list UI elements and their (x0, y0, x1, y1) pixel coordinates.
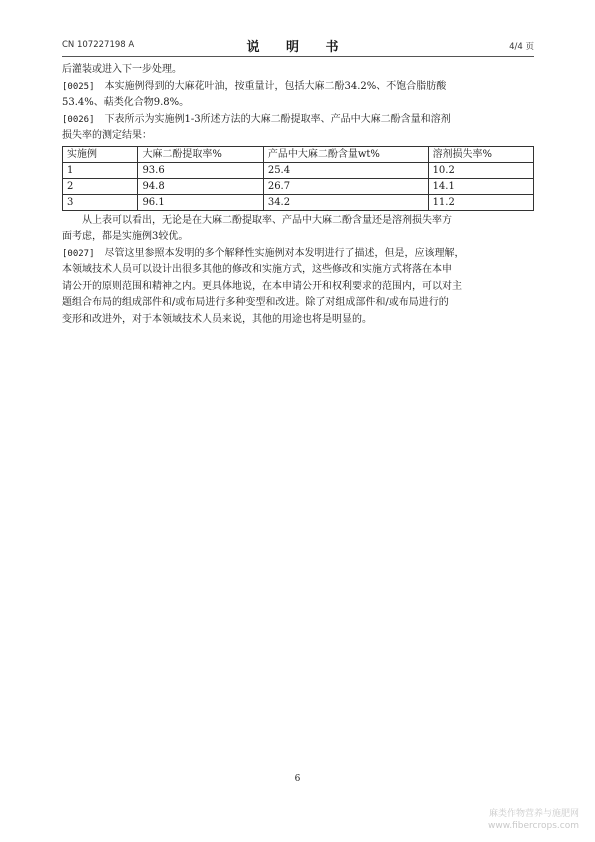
watermark (488, 808, 579, 832)
text-line: 53.4%、萜类化合物9.8%。 (62, 97, 190, 108)
text-line: 题组合布局的组成部件和/或布局进行多种变型和改进。除了对组成部件和/或布局进行的 (62, 297, 449, 308)
paragraph-number: [0025] (62, 81, 95, 92)
text-line: 变形和改进外，对于本领域技术人员来说，其他的用途也将是明显的。 (62, 313, 372, 325)
results-table (62, 146, 534, 211)
table-row (63, 162, 534, 178)
paragraph-number: [0026] (62, 114, 95, 125)
table-cell: 34.2 (263, 194, 428, 210)
text-line: 面考虑，都是实施例3较优。 (62, 231, 189, 242)
table-cell: 25.4 (263, 162, 428, 178)
paragraph-0025 (62, 79, 534, 96)
watermark-url: www.fibercrops.com (488, 821, 579, 831)
paragraph-0027 (62, 246, 534, 263)
document-body (62, 62, 534, 328)
page-count: 4/4 页 (509, 42, 534, 52)
table-header-cell: 实施例 (63, 146, 138, 162)
page-number: 6 (294, 774, 301, 784)
table-cell: 1 (63, 162, 138, 178)
document-title: 说 明 书 (246, 40, 350, 55)
table-cell: 26.7 (263, 178, 428, 194)
watermark-text: 麻类作物营养与施肥网 (488, 809, 579, 819)
text-line: 本领域技术人员可以设计出很多其他的修改和实施方式，这些修改和实施方式将落在本申 (62, 264, 452, 275)
text-line: 从上表可以看出，无论是在大麻二酚提取率、产品中大麻二酚含量还是溶剂损失率方 (82, 214, 452, 226)
paragraph-text: 本实施例得到的大麻花叶油，按重量计，包括大麻二酚34.2%、不饱合脂肪酸 (104, 80, 447, 92)
table-cell: 10.2 (428, 162, 533, 178)
paragraph-text: 下表所示为实施例1-3所述方法的大麻二酚提取率、产品中大麻二酚含量和溶剂 (104, 113, 451, 125)
paragraph-text: 尽管这里参照本发明的多个解释性实施例对本发明进行了描述，但是，应该理解， (104, 247, 465, 259)
table-row (63, 178, 534, 194)
table-header-row (63, 146, 534, 162)
paragraph-0026 (62, 112, 534, 129)
table-cell: 2 (63, 178, 138, 194)
page-header (62, 36, 534, 57)
table-cell: 94.8 (138, 178, 263, 194)
table-header-cell: 溶剂损失率% (428, 146, 533, 162)
text-line: 损失率的测定结果： (62, 130, 152, 141)
paragraph-number: [0027] (62, 248, 95, 259)
table-cell: 96.1 (138, 194, 263, 210)
text-line: 后灌装或进入下一步处理。 (62, 64, 182, 75)
table-header-cell: 产品中大麻二酚含量wt% (263, 146, 428, 162)
table-header-cell: 大麻二酚提取率% (138, 146, 263, 162)
table-cell: 11.2 (428, 194, 533, 210)
table-cell: 3 (63, 194, 138, 210)
document-number: CN 107227198 A (62, 40, 135, 50)
table-row (63, 194, 534, 210)
table-cell: 93.6 (138, 162, 263, 178)
text-line: 请公开的原则范围和精神之内。更具体地说，在本申请公开和权利要求的范围内，可以对主 (62, 280, 462, 292)
table-cell: 14.1 (428, 178, 533, 194)
